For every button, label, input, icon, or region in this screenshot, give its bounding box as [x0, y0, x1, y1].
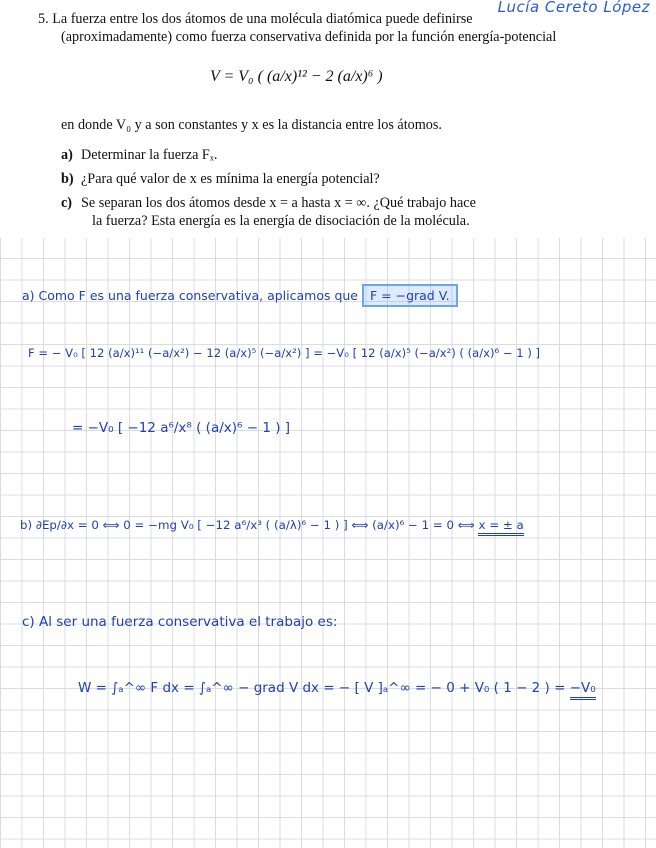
question-a: a) Determinar la fuerza Fₓ.	[61, 147, 218, 163]
printed-problem	[0, 0, 656, 238]
problem-heading: 5. La fuerza entre los dos átomos de una molécula diatómica puede definirse	[38, 11, 473, 27]
problem-body: (aproximadamente) como fuerza conservativa definida por la función energía-potencial	[61, 29, 557, 45]
answer-a-line2: = −V₀ [ −12 a⁶/x⁸ ( (a/x)⁶ − 1 ) ]	[72, 420, 291, 436]
answer-c-line: W = ∫ₐ^∞ F dx = ∫ₐ^∞ − grad V dx = − [ V ]ₐ^∞ = − 0 + V₀ ( 1 − 2 ) = −V₀	[78, 680, 596, 696]
question-c-continuation: la fuerza? Esta energía es la energía de disociación de la molécula.	[92, 213, 470, 229]
question-c: c) Se separan los dos átomos desde x = a hasta x = ∞. ¿Qué trabajo hace	[61, 195, 476, 211]
problem-description: en donde V₀ y a son constantes y x es la distancia entre los átomos.	[61, 117, 442, 133]
answer-b-result: x = ± a	[478, 518, 523, 536]
answer-c-intro: c) Al ser una fuerza conservativa el trabajo es:	[22, 614, 338, 630]
answer-a-intro: a) Como F es una fuerza conservativa, aplicamos que F = −grad V.	[22, 284, 458, 307]
author-signature: Lucía Cereto López	[497, 0, 650, 16]
question-b: b) ¿Para qué valor de x es mínima la energía potencial?	[61, 171, 380, 187]
answer-b-line: b) ∂Ep/∂x = 0 ⟺ 0 = −mg V₀ [ −12 a⁶/x³ ( (a/λ)⁶ − 1 ) ] ⟺ (a/x)⁶ − 1 = 0 ⟺ x = ± a	[20, 518, 524, 532]
answer-a-line1: F = − V₀ [ 12 (a/x)¹¹ (−a/x²) − 12 (a/x)⁵ (−a/x²) ] = −V₀ [ 12 (a/x)⁵ (−a/x²) ( (a/x)⁶ − 1 ) ]	[28, 346, 541, 360]
potential-formula: V = V₀ ( (a/x)¹² − 2 (a/x)⁶ )	[210, 68, 383, 85]
answer-c-result: −V₀	[570, 680, 596, 700]
answer-a-boxed: F = −grad V.	[362, 284, 458, 307]
